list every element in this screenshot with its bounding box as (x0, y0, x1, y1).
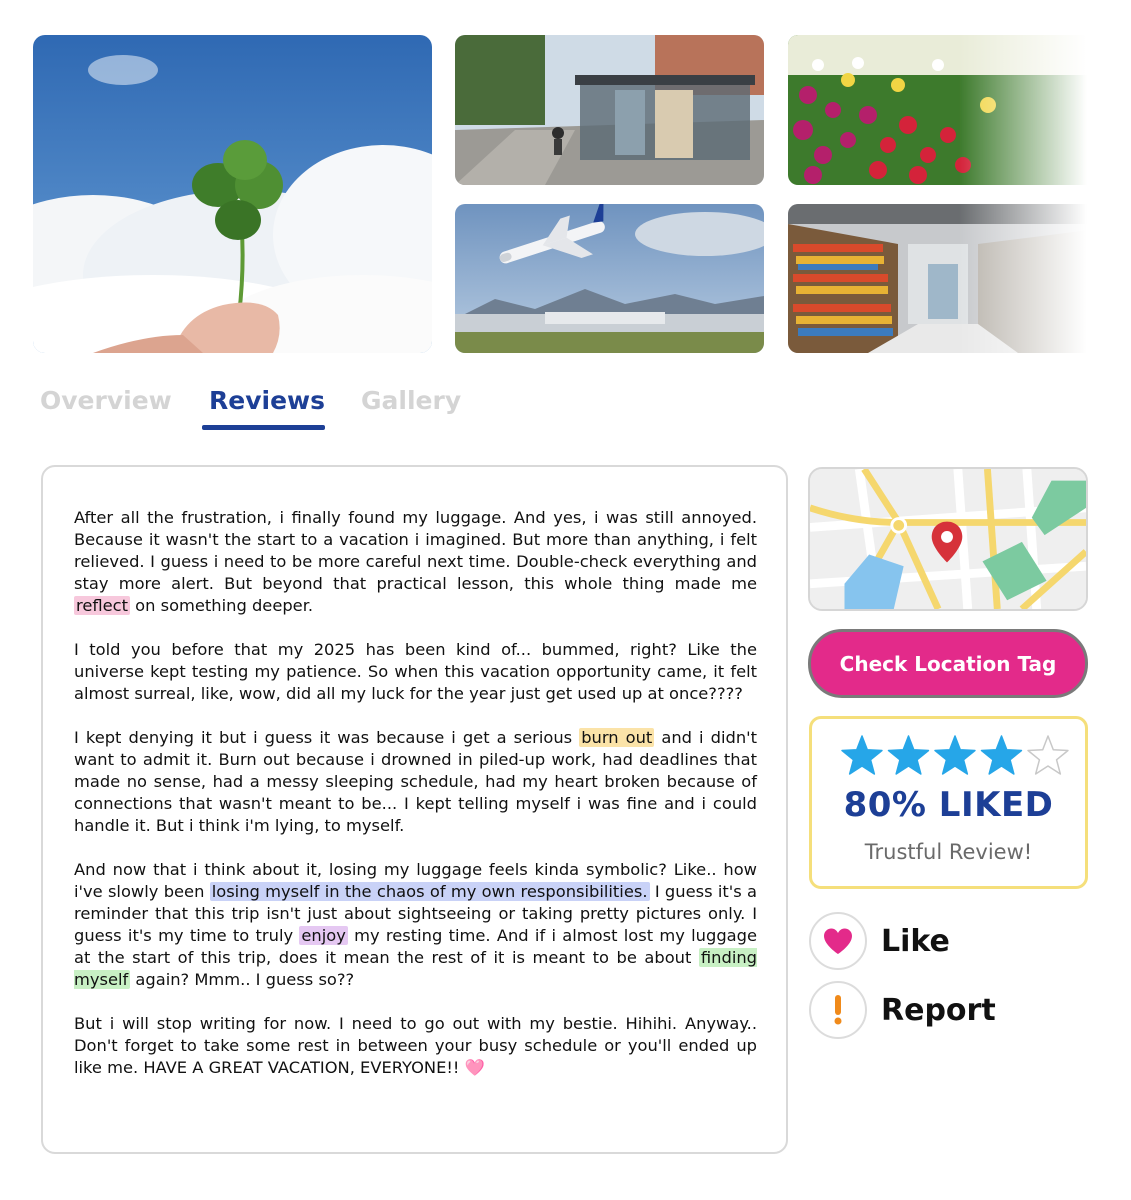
review-paragraph (74, 507, 757, 617)
highlight-finding-myself: finding myself (74, 948, 757, 989)
report-label: Report (881, 992, 996, 1028)
star-filled-icon (935, 736, 975, 774)
pink-heart-emoji: 🩷 (464, 1058, 485, 1077)
review-text-segment: my resting time. And if i almost lost my luggage at the start of this trip, does it mean the rest of it is meant to be about (74, 926, 757, 967)
tulip-field-photo[interactable] (788, 35, 1098, 185)
star-filled-icon (889, 736, 929, 774)
like-label: Like (881, 923, 950, 959)
like-button[interactable] (809, 911, 950, 971)
highlight-enjoy: enjoy (301, 926, 346, 945)
exclamation-icon (832, 994, 844, 1026)
review-text-segment: I kept denying it but i guess it was because i get a serious (74, 728, 580, 747)
review-text-segment: and i didn't want to admit it. Burn out because i drowned in piled-up work, had deadlines that made no sense, had a messy sleeping schedule, had my heart broken because of connections that wasn't meant to be... I kept telling myself i was fine and i could handle it. But i think i'm lying, to myself. (74, 728, 757, 835)
supermarket-photo[interactable] (788, 204, 1098, 353)
liked-percentage: 80% LIKED (843, 785, 1054, 825)
airplane-photo[interactable] (455, 204, 764, 353)
star-filled-icon (982, 736, 1022, 774)
tab-reviews[interactable]: Reviews (209, 386, 326, 415)
review-text-segment: And now that i think about it, losing my luggage feels kinda symbolic? Like.. how i've slowly been (74, 860, 757, 901)
tab-overview[interactable]: Overview (40, 386, 172, 415)
review-text-segment: I guess it's a reminder that this trip isn't just about sightseeing or taking pretty pictures only. I guess it's my time to truly (74, 882, 758, 945)
star-rating (840, 733, 1070, 779)
highlight-burn-out: burn out (581, 728, 653, 747)
review-paragraph: I told you before that my 2025 has been kind of... bummed, right? Like the universe kept testing my patience. So when this vacation opportunity came, it felt almost surreal, like, wow, did all my luck for the year just get used up at once???? (74, 640, 757, 703)
highlight-losing-myself: losing myself in the chaos of my own responsibilities. (211, 882, 648, 901)
review-paragraph (74, 859, 757, 991)
location-map[interactable] (808, 467, 1088, 611)
bus-stop-photo[interactable] (455, 35, 764, 185)
review-paragraph (74, 1013, 757, 1079)
report-button[interactable] (809, 980, 996, 1040)
review-text-segment: After all the frustration, i finally found my luggage. And yes, i was still annoyed. Because it wasn't the start to a vacation i imagined. But more than anything, i felt relieved. I guess i need to be more careful next time. Double-check everything and stay more alert. But beyond that practical lesson, this whole thing made me (74, 508, 757, 593)
review-paragraph (74, 727, 757, 837)
review-text-segment: again? Mmm.. I guess so?? (130, 970, 355, 989)
star-empty-icon (1028, 736, 1068, 774)
trustful-review-label: Trustful Review! (864, 840, 1033, 864)
tab-gallery[interactable]: Gallery (361, 386, 462, 415)
review-text (74, 507, 757, 1101)
heart-icon (822, 927, 854, 955)
like-circle[interactable] (809, 912, 867, 970)
report-circle[interactable] (809, 981, 867, 1039)
review-text-segment: But i will stop writing for now. I need to go out with my bestie. Hihihi. Anyway.. Don't forget to take some rest in between your busy schedule or you'll ended up like me. HAVE A GREAT VACATION, EVERYONE!! (74, 1014, 757, 1077)
review-text-segment: on something deeper. (129, 596, 314, 615)
highlight-reflect: reflect (76, 596, 128, 615)
map-pin-icon (930, 519, 964, 565)
rating-card (809, 716, 1088, 889)
review-card (41, 465, 788, 1154)
star-filled-icon (842, 736, 882, 774)
clover-photo[interactable] (33, 35, 432, 353)
active-tab-underline (202, 425, 325, 430)
check-location-tag-button[interactable]: Check Location Tag (808, 629, 1088, 698)
